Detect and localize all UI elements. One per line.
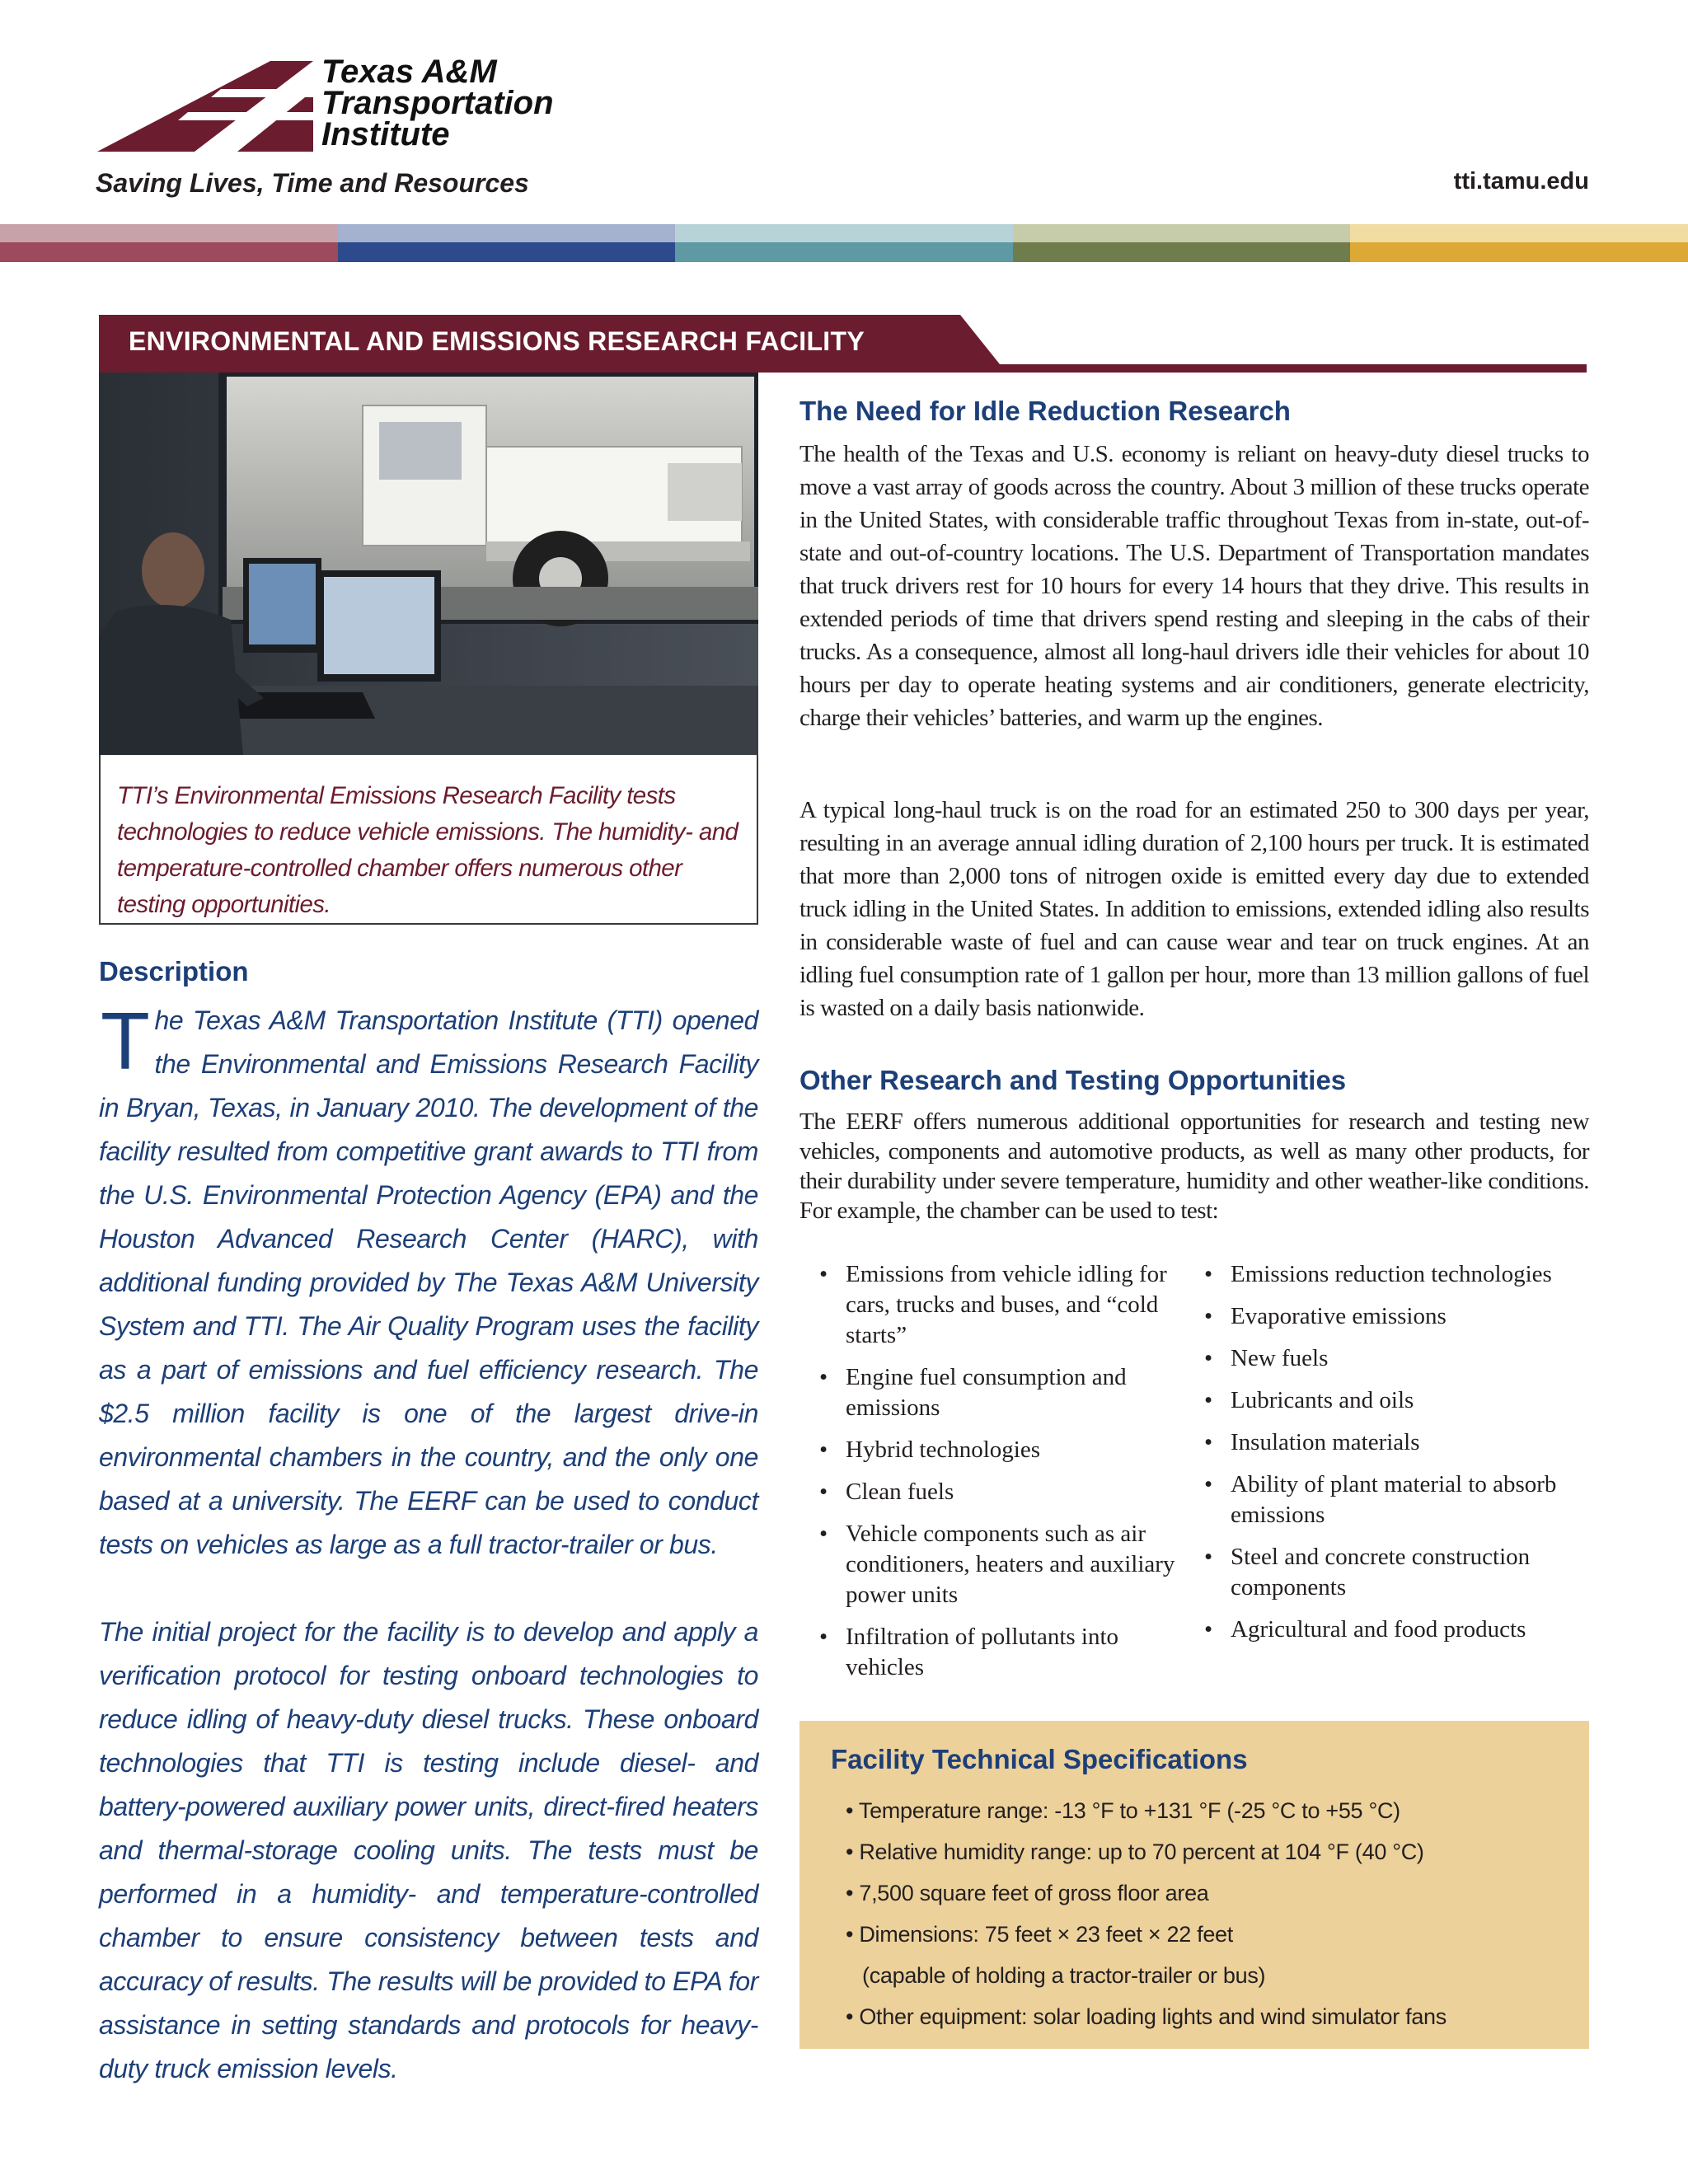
list-item	[799, 1622, 1187, 1683]
list-item	[1184, 1542, 1597, 1603]
tti-logo-mark-icon	[97, 61, 313, 152]
bullet-icon: •	[1204, 1345, 1213, 1371]
bullet-icon: •	[1204, 1303, 1213, 1329]
bullet-icon: •	[819, 1479, 828, 1505]
test-list-right	[1184, 1259, 1597, 1657]
other-heading: Other Research and Testing Opportunities	[799, 1065, 1347, 1095]
list-item	[799, 1362, 1187, 1423]
bullet-icon: •	[819, 1436, 828, 1463]
list-item-text: Ability of plant material to absorb emissions	[1231, 1471, 1557, 1528]
list-item-text: Evaporative emissions	[1231, 1303, 1447, 1329]
spec-item: • Dimensions: 75 feet × 23 feet × 22 feet	[846, 1922, 1233, 1947]
list-item-text: Engine fuel consumption and emissions	[846, 1364, 1127, 1421]
list-item-text: Emissions reduction technologies	[1231, 1261, 1552, 1287]
bullet-icon: •	[1204, 1471, 1213, 1497]
bullet-icon: •	[1204, 1387, 1213, 1413]
list-item	[1184, 1301, 1597, 1332]
other-paragraph: The EERF offers numerous additional opportunities for research and testing new vehicles, components and automotive products, as well as many other products, for their durability under severe temperature, humidity and other weather-like conditions. For example, the chamber can be used to test:	[799, 1108, 1589, 1224]
photo-caption-box	[99, 755, 758, 925]
list-item	[799, 1435, 1187, 1465]
photo-caption: TTI’s Environmental Emissions Research Facility tests technologies to reduce vehicle emissions. The humidity- and temperature-controlled chamber offers numerous other testing opportunities.	[117, 782, 738, 918]
bullet-icon: •	[1204, 1429, 1213, 1455]
description-heading: Description	[99, 956, 249, 987]
list-item-text: Infiltration of pollutants into vehicles	[846, 1624, 1119, 1680]
need-paragraph-1: The health of the Texas and U.S. economy is reliant on heavy-duty diesel trucks to move a vast array of goods across the country. About 3 million of these trucks operate in the United States, with considerable traffic throughout Texas from in-state, out-of-state and out-of-country locations. The U.S. Department of Transportation mandates that truck drivers rest for 10 hours for every 14 hours that they drive. This results in extended periods of time that drivers spend resting and sleeping in the cabs of their trucks. As a consequence, almost all long-haul drivers idle their vehicles for about 10 hours per day to operate heating systems and air conditioners, generate electricity, charge their vehicles’ batteries, and warm up the engines.	[799, 441, 1589, 731]
tagline: Saving Lives, Time and Resources	[96, 168, 529, 198]
bullet-icon: •	[1204, 1616, 1213, 1643]
section-title: ENVIRONMENTAL AND EMISSIONS RESEARCH FACILITY	[129, 326, 865, 356]
list-item	[1184, 1615, 1597, 1645]
logo-line-2: Transportation	[321, 85, 554, 121]
list-item-text: Vehicle components such as air conditioners, heaters and auxiliary power units	[846, 1521, 1175, 1608]
bullet-icon: •	[819, 1624, 828, 1650]
stripe-segment	[338, 224, 676, 262]
list-item-text: Emissions from vehicle idling for cars, trucks and buses, and “cold starts”	[846, 1261, 1167, 1348]
bullet-icon: •	[819, 1521, 828, 1547]
list-item	[799, 1477, 1187, 1507]
logo-line-3: Institute	[321, 116, 450, 152]
list-item-text: Steel and concrete construction components	[1231, 1544, 1531, 1601]
list-item-text: New fuels	[1231, 1345, 1329, 1371]
section-banner	[99, 315, 1587, 373]
list-item	[1184, 1385, 1597, 1416]
facility-photo	[99, 373, 758, 755]
stripe-segment	[675, 224, 1013, 262]
tti-logo-wordmark	[321, 56, 554, 150]
list-item	[1184, 1469, 1597, 1530]
spec-item: • 7,500 square feet of gross floor area	[846, 1881, 1209, 1905]
stripe-segment	[1350, 224, 1688, 262]
list-item	[799, 1259, 1187, 1351]
stripe-segment	[1013, 224, 1351, 262]
list-item	[1184, 1259, 1597, 1290]
spec-item: • Temperature range: -13 °F to +131 °F (-25 °C to +55 °C)	[846, 1798, 1400, 1823]
list-item	[1184, 1427, 1597, 1458]
description-paragraph-1	[99, 996, 758, 1567]
bullet-icon: •	[819, 1261, 828, 1287]
color-stripe	[0, 224, 1688, 262]
description-paragraph-1-text: he Texas A&M Transportation Institute (TTI) opened the Environmental and Emissions Research Facility in Bryan, Texas, in January 2010. The development of the facility resulted from competitive grant awards to TTI from the U.S. Environmental Protection Agency (EPA) and the Houston Advanced Research Center (HARC), with additional funding provided by The Texas A&M University System and TTI. The Air Quality Program uses the facility as a part of emissions and fuel efficiency research. The $2.5 million facility is one of the largest drive-in environmental chambers in the country, and the only one based at a university. The EERF can be used to conduct tests on vehicles as large as a full tractor-trailer or bus.	[99, 1005, 758, 1559]
list-item	[799, 1519, 1187, 1610]
specs-list	[846, 1790, 1447, 2037]
list-item-text: Agricultural and food products	[1231, 1616, 1526, 1643]
spec-item: • Relative humidity range: up to 70 percent at 104 °F (40 °C)	[846, 1840, 1424, 1864]
spec-item: (capable of holding a tractor-trailer or bus)	[862, 1963, 1266, 1988]
test-list-left	[799, 1259, 1187, 1694]
description-body	[99, 996, 758, 2091]
list-item-text: Insulation materials	[1231, 1429, 1420, 1455]
bullet-icon: •	[819, 1364, 828, 1390]
website-url: tti.tamu.edu	[1453, 168, 1589, 194]
logo-line-1: Texas A&M	[321, 54, 497, 90]
list-item-text: Lubricants and oils	[1231, 1387, 1414, 1413]
stripe-segment	[0, 224, 338, 262]
list-item-text: Hybrid technologies	[846, 1436, 1040, 1463]
description-paragraph-2: The initial project for the facility is to develop and apply a verification protocol for testing onboard technologies to reduce idling of heavy-duty diesel trucks. These onboard technologies that TTI is testing include diesel- and battery-powered auxiliary power units, direct-fired heaters and thermal-storage cooling units. The tests must be performed in a humidity- and temperature-controlled chamber to ensure consistency between tests and accuracy of results. The results will be provided to EPA for assistance in setting standards and protocols for heavy-duty truck emission levels.	[99, 1617, 758, 2083]
drop-cap: T	[101, 996, 150, 1086]
specs-heading: Facility Technical Specifications	[831, 1744, 1248, 1774]
specs-box	[799, 1721, 1589, 2049]
need-paragraph-2: A typical long-haul truck is on the road for an estimated 250 to 300 days per year, resulting in an average annual idling duration of 2,100 hours per truck. It is estimated that more than 2,000 tons of nitrogen oxide is emitted every day due to extended truck idling in the United States. In addition to emissions, extended idling also results in considerable waste of fuel and can cause wear and tear on truck engines. At an idling fuel consumption rate of 1 gallon per hour, more than 13 million gallons of fuel is wasted on a daily basis nationwide.	[799, 797, 1589, 1021]
list-item-text: Clean fuels	[846, 1479, 954, 1505]
spec-item: • Other equipment: solar loading lights and wind simulator fans	[846, 2004, 1447, 2029]
bullet-icon: •	[1204, 1544, 1213, 1570]
need-heading: The Need for Idle Reduction Research	[799, 396, 1291, 426]
bullet-icon: •	[1204, 1261, 1213, 1287]
list-item	[1184, 1343, 1597, 1374]
